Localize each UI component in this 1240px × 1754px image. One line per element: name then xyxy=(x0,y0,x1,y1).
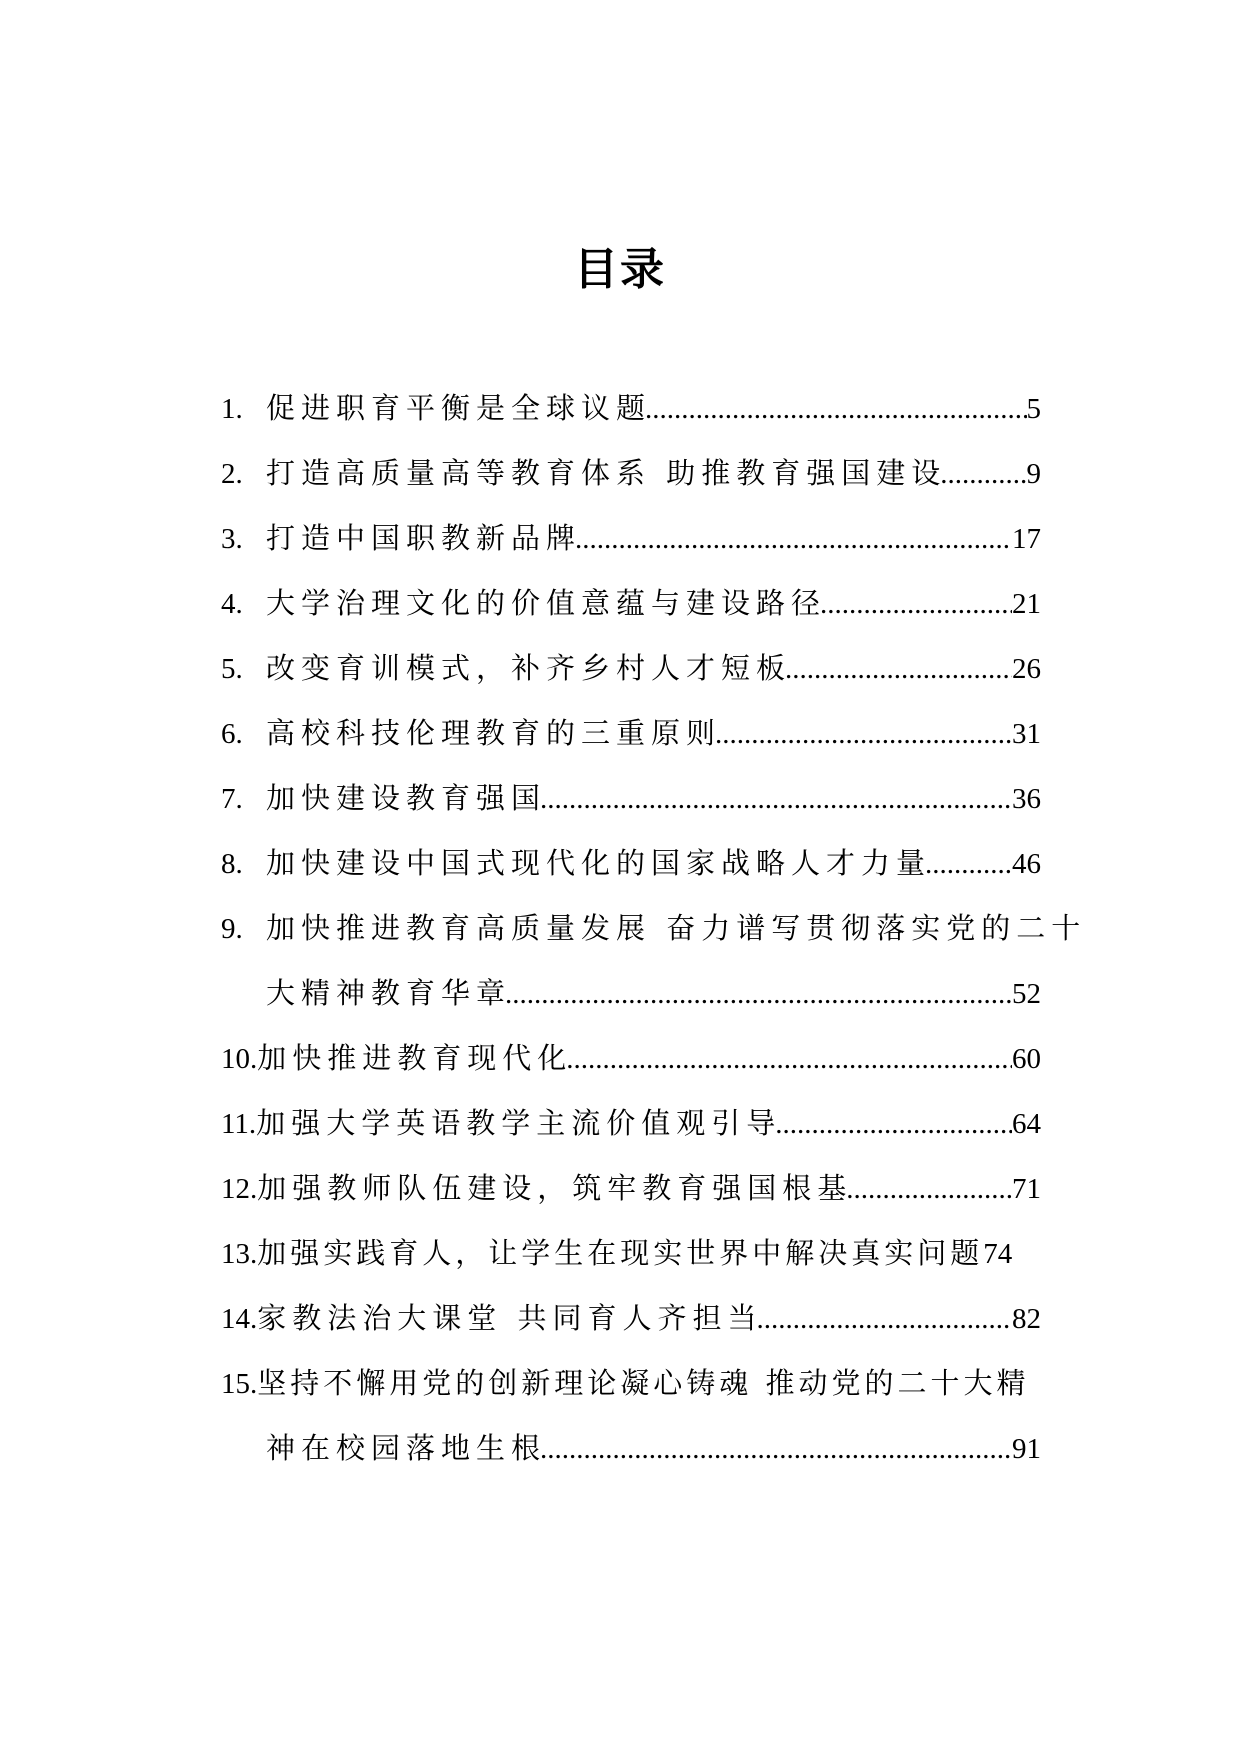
toc-entry-number: 3. xyxy=(221,523,243,555)
toc-entry-number: 8. xyxy=(221,848,243,880)
toc-entry-number: 7. xyxy=(221,783,243,815)
toc-entry[interactable] xyxy=(221,831,1041,896)
toc-entry[interactable] xyxy=(221,571,1041,636)
toc-entry-number: 1. xyxy=(221,393,243,425)
toc-entry-number: 10. xyxy=(221,1043,258,1075)
toc-entry-page: 60 xyxy=(1012,1043,1041,1075)
toc-entry-title-cont: 神在校园落地生根 xyxy=(266,1431,547,1465)
toc-entry-title: 加快建设教育强国 xyxy=(266,781,547,815)
toc-entry[interactable] xyxy=(221,766,1041,831)
toc-entry[interactable] xyxy=(221,701,1041,766)
toc-entry[interactable] xyxy=(221,1156,1041,1221)
toc-leader-dots xyxy=(645,377,1026,442)
toc-leader-dots xyxy=(505,962,1012,1027)
toc-entry-title: 坚持不懈用党的创新理论凝心铸魂 推动党的二十大精 xyxy=(257,1366,1030,1400)
toc-entry-number: 11. xyxy=(221,1108,257,1140)
toc-title: 目录 xyxy=(574,244,666,295)
toc-entry-number: 15. xyxy=(221,1368,258,1400)
toc-entry-title: 加强教师队伍建设，筑牢教育强国根基 xyxy=(257,1171,853,1205)
toc-entry-number: 14. xyxy=(221,1303,258,1335)
toc-entry-page: 64 xyxy=(1012,1108,1041,1140)
toc-entry-page: 52 xyxy=(1012,978,1041,1010)
toc-entry-first-line[interactable] xyxy=(221,896,1087,961)
toc-entry-title: 打造中国职教新品牌 xyxy=(266,521,582,555)
toc-leader-dots xyxy=(756,1287,1012,1352)
toc-entry-continuation[interactable] xyxy=(221,1416,1041,1481)
toc-leader-dots xyxy=(775,1092,1012,1157)
toc-leader-dots xyxy=(566,1027,1012,1092)
toc-entry-title: 促进职育平衡是全球议题 xyxy=(266,391,652,425)
toc-leader-dots xyxy=(715,702,1012,767)
toc-entry-page: 36 xyxy=(1012,783,1041,815)
toc-entry-title: 高校科技伦理教育的三重原则 xyxy=(266,716,722,750)
toc-entry-number: 12. xyxy=(221,1173,258,1205)
toc-entry-title: 加强大学英语教学主流价值观引导 xyxy=(256,1106,782,1140)
toc-leader-dots xyxy=(820,572,1012,637)
toc-entry-title: 加快推进教育现代化 xyxy=(257,1041,573,1075)
toc-entry-title: 打造高质量高等教育体系 助推教育强国建设 xyxy=(266,456,947,490)
table-of-contents xyxy=(221,376,1087,1481)
toc-entry-page: 26 xyxy=(1012,653,1041,685)
toc-entry-page: 21 xyxy=(1012,588,1041,620)
toc-entry[interactable] xyxy=(221,636,1041,701)
toc-entry-page: 17 xyxy=(1012,523,1041,555)
toc-entry[interactable] xyxy=(221,1286,1041,1351)
toc-entry-page: 91 xyxy=(1012,1433,1041,1465)
toc-entry[interactable] xyxy=(221,506,1041,571)
toc-leader-dots xyxy=(540,1417,1012,1482)
toc-leader-dots xyxy=(575,507,1012,572)
toc-entry-title: 加快推进教育高质量发展 奋力谱写贯彻落实党的二十 xyxy=(266,911,1087,945)
toc-entry[interactable] xyxy=(221,376,1041,441)
toc-leader-dots xyxy=(785,637,1012,702)
toc-entry-number: 4. xyxy=(221,588,243,620)
toc-entry-title: 家教法治大课堂 共同育人齐担当 xyxy=(257,1301,763,1335)
toc-entry-page: 31 xyxy=(1012,718,1041,750)
toc-entry-number: 13. xyxy=(221,1238,258,1270)
toc-entry-page: 74 xyxy=(983,1238,1013,1270)
toc-leader-dots xyxy=(940,442,1026,507)
toc-entry-title: 加快建设中国式现代化的国家战略人才力量 xyxy=(266,846,932,880)
toc-entry-first-line[interactable] xyxy=(221,1351,1041,1416)
toc-leader-dots xyxy=(925,832,1012,897)
toc-entry-page: 71 xyxy=(1012,1173,1041,1205)
toc-entry[interactable] xyxy=(221,1026,1041,1091)
toc-entry-title: 大学治理文化的价值意蕴与建设路径 xyxy=(266,586,827,620)
toc-entry[interactable] xyxy=(221,1091,1041,1156)
toc-entry-page: 9 xyxy=(1026,458,1041,490)
toc-leader-dots xyxy=(846,1157,1012,1222)
toc-entry[interactable] xyxy=(221,441,1041,506)
toc-entry-number: 2. xyxy=(221,458,243,490)
toc-entry-title-cont: 大精神教育华章 xyxy=(266,976,512,1010)
toc-entry-number: 5. xyxy=(221,653,243,685)
toc-leader-dots xyxy=(540,767,1012,832)
toc-entry[interactable] xyxy=(221,1221,1041,1286)
toc-entry-page: 46 xyxy=(1012,848,1041,880)
toc-entry-continuation[interactable] xyxy=(221,961,1041,1026)
toc-entry-title: 加强实践育人，让学生在现实世界中解决真实问题 xyxy=(257,1236,984,1270)
toc-entry-title: 改变育训模式，补齐乡村人才短板 xyxy=(266,651,792,685)
toc-entry-page: 5 xyxy=(1026,393,1041,425)
toc-entry-number: 6. xyxy=(221,718,243,750)
toc-entry-page: 82 xyxy=(1012,1303,1041,1335)
toc-entry-number: 9. xyxy=(221,913,243,945)
